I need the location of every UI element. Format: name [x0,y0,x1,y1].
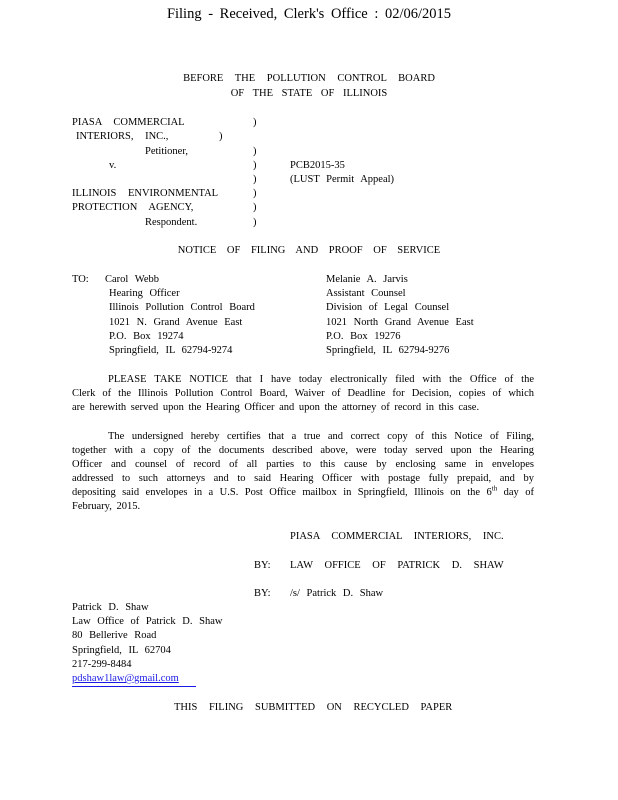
petitioner-role: Petitioner, [145,146,189,157]
case-number: PCB2015-35 [290,160,345,171]
to-label: TO: [72,274,89,285]
recipient2-city: Springfield, IL 62794-9276 [326,345,450,356]
certification-paragraph [72,430,534,514]
notice-title: NOTICE OF FILING AND PROOF OF SERVICE [177,245,441,256]
paragraph-line: together with a copy of the documents described above, were today served upon the Hearing [72,445,534,456]
paragraph-line: Clerk of the Illinois Pollution Control Board, Waiver of Deadline for Decision, copies of which [72,388,534,399]
recipient1-box: P.O. Box 19274 [109,331,184,342]
respondent-line2: PROTECTION AGENCY, [72,202,194,213]
contact-phone: 217-299-8484 [72,659,132,670]
contact-street: 80 Bellerive Road [72,630,157,641]
versus: v. [109,160,117,171]
caption-bracket: ) [253,188,257,199]
board-heading-line2: OF THE STATE OF ILLINOIS [230,88,388,99]
email-underline [72,672,196,687]
recipient2-street: 1021 North Grand Avenue East [326,317,474,328]
paragraph-line: February, 2015. [72,501,141,512]
signature-party: PIASA COMMERCIAL INTERIORS, INC. [290,531,504,542]
recycled-paper-notice: THIS FILING SUBMITTED ON RECYCLED PAPER [174,702,453,713]
paragraph-line: are herewith served upon the Hearing Officer and upon the attorney of record in this case. [72,402,480,413]
contact-firm: Law Office of Patrick D. Shaw [72,616,223,627]
paragraph-line: The undersigned hereby certifies that a true and correct copy of this Notice of Filing, [108,431,534,442]
respondent-line1: ILLINOIS ENVIRONMENTAL [72,188,219,199]
respondent-role: Respondent. [145,217,198,228]
caption-bracket: ) [253,174,257,185]
paragraph-text: day of [503,487,534,498]
paragraph-line: addressed to such attorneys and to said Hearing Officer with postage fully prepaid, and by [72,473,534,484]
contact-name: Patrick D. Shaw [72,602,149,613]
signature-signed: /s/ Patrick D. Shaw [290,588,384,599]
caption-bracket: ) [253,117,257,128]
recipient2-title: Assistant Counsel [326,288,406,299]
recipient1-title: Hearing Officer [109,288,180,299]
paragraph-text: depositing said envelopes in a U.S. Post Office mailbox in Springfield, Illinois on the 6 [72,487,492,498]
recipient2-org: Division of Legal Counsel [326,302,450,313]
recipient1-org: Illinois Pollution Control Board [109,302,255,313]
by-label: BY: [254,560,271,571]
recipient1-city: Springfield, IL 62794-9274 [109,345,233,356]
paragraph-line: PLEASE TAKE NOTICE that I have today electronically filed with the Office of the [108,374,534,385]
contact-city: Springfield, IL 62704 [72,645,171,656]
recipient2-box: P.O. Box 19276 [326,331,401,342]
caption-bracket: ) [253,202,257,213]
by-label: BY: [254,588,271,599]
caption-bracket: ) [253,146,257,157]
email-link[interactable]: pdshaw1law@gmail.com [72,673,179,684]
case-type: (LUST Permit Appeal) [290,174,395,185]
ordinal-suffix: th [491,484,498,493]
filing-stamp: Filing - Received, Clerk's Office : 02/06/2015 [166,6,452,22]
paragraph-line [72,486,534,500]
recipient1-street: 1021 N. Grand Avenue East [109,317,243,328]
caption-bracket: ) [253,217,257,228]
notice-paragraph [72,373,534,415]
signature-firm: LAW OFFICE OF PATRICK D. SHAW [290,560,504,571]
caption-bracket: ) [253,160,257,171]
recipient1-name: Carol Webb [105,274,159,285]
paragraph-line: Officer and counsel of record of all parties to this cause by enclosing same in envelopes [72,459,534,470]
caption-bracket: ) [219,131,223,142]
recipient2-name: Melanie A. Jarvis [326,274,408,285]
board-heading-line1: BEFORE THE POLLUTION CONTROL BOARD [183,73,435,84]
petitioner-line2: INTERIORS, INC., [76,131,169,142]
petitioner-line1: PIASA COMMERCIAL [72,117,185,128]
